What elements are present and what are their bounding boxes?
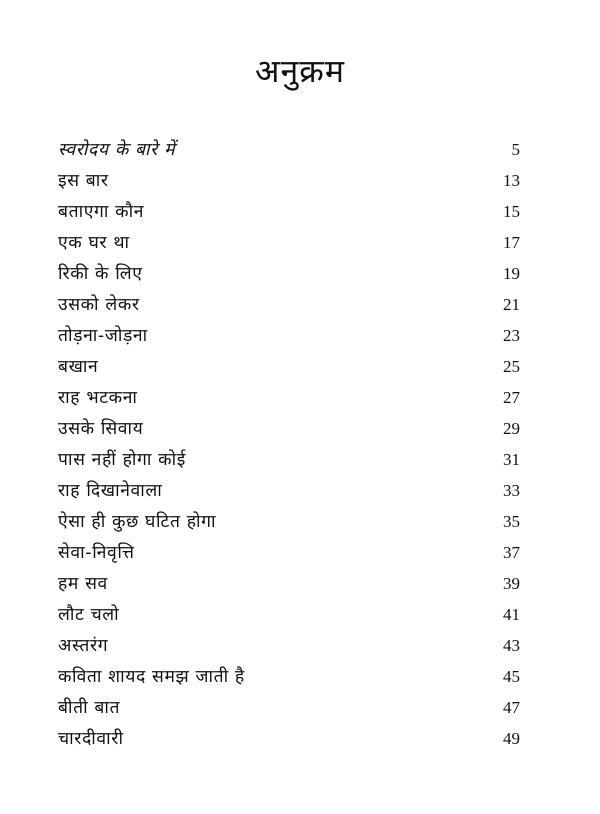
toc-entry[interactable]: [58, 568, 520, 599]
toc-entry-title: राह दिखानेवाला: [58, 481, 163, 501]
toc-entry-title: कविता शायद समझ जाती है: [58, 667, 245, 687]
toc-entry[interactable]: [58, 165, 520, 196]
toc-entry[interactable]: [58, 475, 520, 506]
toc-entry[interactable]: [58, 382, 520, 413]
toc-entry-title: अस्तरंग: [58, 636, 109, 656]
toc-entry-title: हम सव: [58, 574, 108, 594]
toc-entry-page: 23: [503, 326, 520, 345]
toc-entry[interactable]: [58, 258, 520, 289]
toc-entry[interactable]: [58, 320, 520, 351]
toc-entry[interactable]: [58, 661, 520, 692]
toc-entry[interactable]: [58, 289, 520, 320]
toc-entry-title: बताएगा कौन: [58, 202, 145, 222]
toc-entry-title: एक घर था: [58, 233, 130, 253]
toc-entry-title: स्वरोदय के बारे में: [58, 140, 176, 160]
toc-entry-page: 45: [503, 667, 520, 686]
page-title: अनुक्रम: [255, 52, 345, 90]
toc-entry[interactable]: [58, 723, 520, 754]
toc-entry[interactable]: [58, 134, 520, 165]
toc-entry-page: 17: [503, 233, 520, 252]
toc-entry-page: 29: [503, 419, 520, 438]
toc-entry-page: 39: [503, 574, 520, 593]
toc-entry[interactable]: [58, 196, 520, 227]
toc-entry-title: ऐसा ही कुछ घटित होगा: [58, 512, 217, 532]
toc-entry-title: इस बार: [58, 171, 109, 191]
toc-entry-page: 41: [503, 605, 520, 624]
toc-entry[interactable]: [58, 537, 520, 568]
toc-entry-page: 27: [503, 388, 520, 407]
toc-entry-page: 21: [503, 295, 520, 314]
table-of-contents: [58, 134, 520, 754]
toc-entry-title: तोड़ना-जोड़ना: [58, 326, 148, 346]
toc-entry-title: राह भटकना: [58, 388, 138, 408]
toc-entry[interactable]: [58, 351, 520, 382]
toc-entry[interactable]: [58, 599, 520, 630]
toc-entry-title: उसके सिवाय: [58, 419, 144, 439]
toc-entry[interactable]: [58, 692, 520, 723]
toc-entry-page: 13: [503, 171, 520, 190]
toc-entry-title: बखान: [58, 357, 99, 377]
toc-entry-title: उसको लेकर: [58, 295, 140, 315]
toc-entry-title: पास नहीं होगा कोई: [58, 450, 186, 470]
toc-entry-page: 33: [503, 481, 520, 500]
toc-entry[interactable]: [58, 444, 520, 475]
toc-entry-page: 5: [511, 140, 520, 159]
toc-entry-title: बीती बात: [58, 698, 121, 718]
toc-entry[interactable]: [58, 227, 520, 258]
toc-entry-title: चारदीवारी: [58, 729, 124, 749]
toc-entry-title: रिकी के लिए: [58, 264, 143, 284]
toc-entry-page: 15: [503, 202, 520, 221]
toc-entry-page: 31: [503, 450, 520, 469]
toc-entry[interactable]: [58, 506, 520, 537]
toc-entry-title: लौट चलो: [58, 605, 120, 625]
toc-entry-page: 49: [503, 729, 520, 748]
toc-entry[interactable]: [58, 630, 520, 661]
toc-entry-page: 19: [503, 264, 520, 283]
toc-entry[interactable]: [58, 413, 520, 444]
toc-entry-page: 43: [503, 636, 520, 655]
toc-entry-page: 35: [503, 512, 520, 531]
toc-entry-title: सेवा-निवृत्ति: [58, 543, 135, 563]
toc-entry-page: 47: [503, 698, 520, 717]
toc-entry-page: 25: [503, 357, 520, 376]
toc-entry-page: 37: [503, 543, 520, 562]
